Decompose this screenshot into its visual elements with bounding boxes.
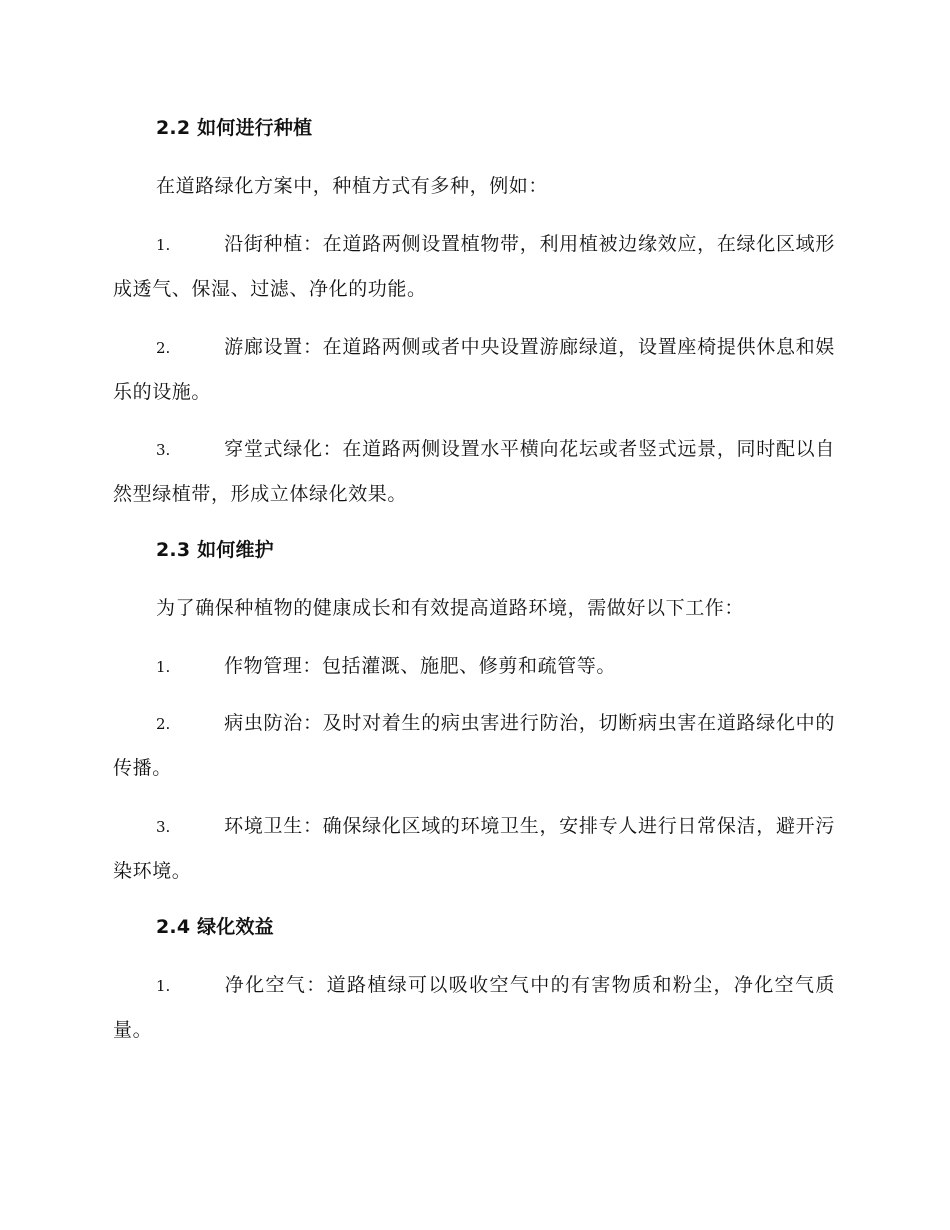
- section-intro-2-3: 为了确保种植物的健康成长和有效提高道路环境，需做好以下工作：: [156, 597, 745, 619]
- list-item-number: 1.: [156, 977, 171, 995]
- list-item: [113, 804, 835, 893]
- section-heading-2-2: 2.2 如何进行种植: [156, 117, 313, 139]
- list-item-text: 病虫防治：及时对着生的病虫害进行防治，切断病虫害在道路绿化中的传播。: [113, 712, 835, 779]
- list-item-text: 沿街种植：在道路两侧设置植物带，利用植被边缘效应，在绿化区域形成透气、保湿、过滤、净化的功能。: [113, 233, 835, 300]
- list-item: [113, 963, 835, 1052]
- list-item-text: 作物管理：包括灌溉、施肥、修剪和疏管等。: [224, 655, 617, 677]
- list-item-number: 2.: [156, 339, 171, 357]
- list-item-number: 1.: [156, 236, 171, 254]
- list-item: [113, 644, 835, 689]
- list-item-text: 游廊设置：在道路两侧或者中央设置游廊绿道，设置座椅提供休息和娱乐的设施。: [113, 336, 835, 403]
- list-item-number: 3.: [156, 818, 171, 836]
- list-item-number: 2.: [156, 715, 171, 733]
- section-heading-2-4: 2.4 绿化效益: [156, 916, 274, 938]
- list-item: [113, 427, 835, 516]
- list-item-text: 环境卫生：确保绿化区域的环境卫生，安排专人进行日常保洁，避开污染环境。: [113, 815, 835, 882]
- section-intro-2-2: 在道路绿化方案中，种植方式有多种，例如：: [156, 175, 549, 197]
- section-heading-2-3: 2.3 如何维护: [156, 539, 274, 561]
- list-item-text: 净化空气：道路植绿可以吸收空气中的有害物质和粉尘，净化空气质量。: [113, 974, 835, 1041]
- list-item-number: 1.: [156, 658, 171, 676]
- list-item: [113, 325, 835, 414]
- list-item-number: 3.: [156, 441, 171, 459]
- list-item: [113, 701, 835, 790]
- list-item-text: 穿堂式绿化：在道路两侧设置水平横向花坛或者竖式远景，同时配以自然型绿植带，形成立体绿化效果。: [113, 438, 835, 505]
- list-item: [113, 222, 835, 311]
